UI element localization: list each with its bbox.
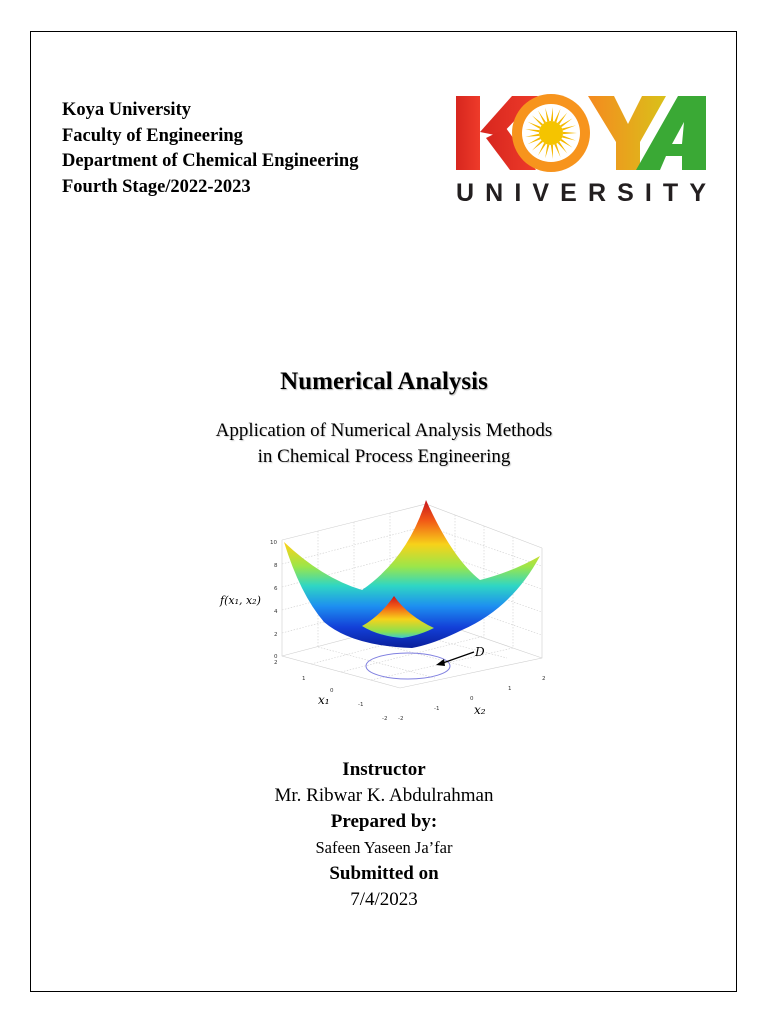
domain-region-ellipse [366,653,450,679]
z-tick: 10 [270,540,277,546]
x1-tick: -2 [382,716,388,722]
region-arrowhead [436,659,445,666]
x1-tick: 2 [274,660,278,666]
x1-tick: 1 [302,676,306,682]
header-block [62,98,358,200]
x2-tick: -1 [434,706,440,712]
x1-tick: 0 [330,688,334,694]
subtitle-line-1: Application of Numerical Analysis Methods [215,420,553,441]
x2-axis-label: x₂ [474,703,486,717]
z-tick: 0 [274,654,278,660]
logo-university-text: UNIVERSITY [456,179,706,206]
x2-tick: 1 [508,686,512,692]
region-label: D [475,645,485,659]
subtitle-line-2: in Chemical Process Engineering [257,446,511,467]
student-name: Safeen Yaseen Ja’far [315,838,453,857]
prepared-by-label: Prepared by: [330,811,438,832]
surface-plot-figure [212,498,560,724]
logo-o-sun [512,94,590,172]
submitted-on-label: Submitted on [329,863,439,884]
z-tick: 6 [274,586,278,592]
document-title: Numerical Analysis [280,368,488,395]
x2-tick: 0 [470,696,474,702]
z-tick: 8 [274,563,278,569]
z-tick: 2 [274,632,278,638]
stage-year: Fourth Stage/2022-2023 [62,176,251,197]
faculty-name: Faculty of Engineering [62,125,243,146]
instructor-name: Mr. Ribwar K. Abdulrahman [274,785,494,806]
submission-date: 7/4/2023 [350,889,418,910]
z-tick: 4 [274,609,278,615]
x1-tick: -1 [358,702,364,708]
credits-block [0,757,768,913]
koya-university-logo [452,92,710,206]
x1-axis-label: x₁ [318,693,330,707]
department-name: Department of Chemical Engineering [62,151,359,171]
z-axis-label: f(x₁, x₂) [220,594,261,607]
university-name: Koya University [62,100,191,120]
document-subtitle [0,418,768,470]
x2-tick: -2 [398,716,404,722]
x2-tick: 2 [542,676,546,682]
instructor-label: Instructor [342,759,426,780]
